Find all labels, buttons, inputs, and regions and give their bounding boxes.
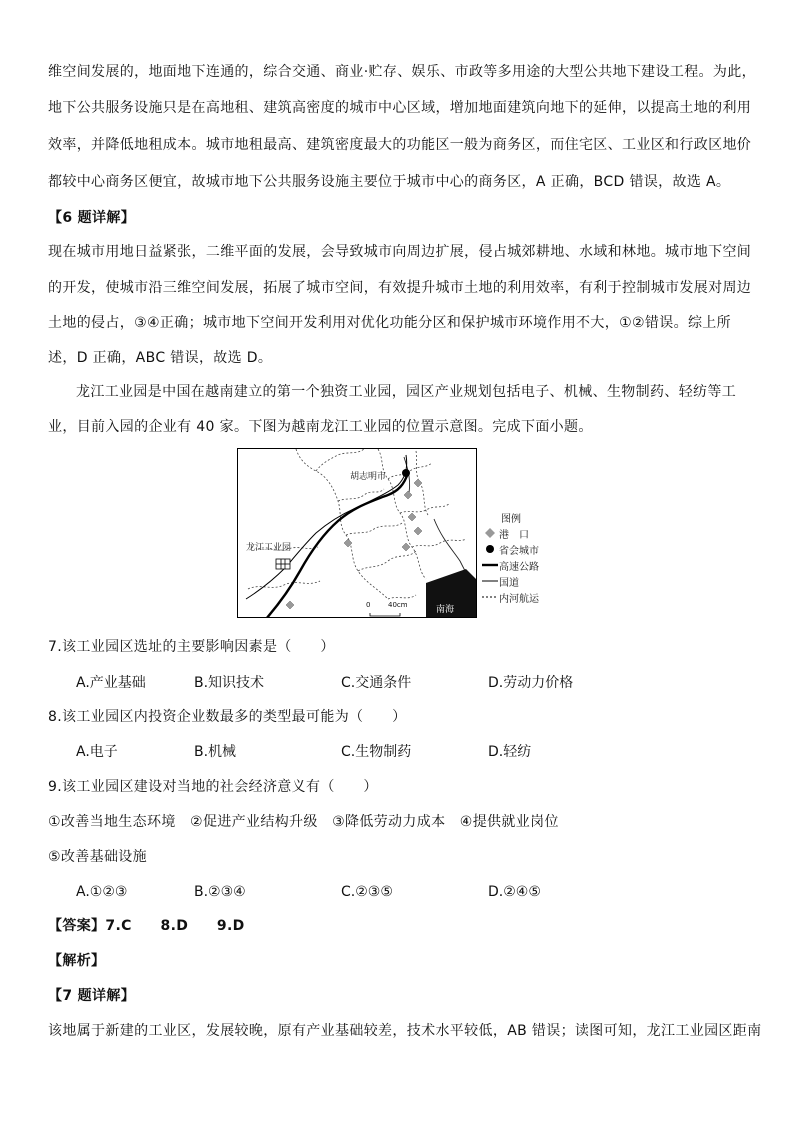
city-label: 胡志明市 [350, 472, 387, 482]
q8-stem: 8.该工业园区内投资企业数最多的类型最可能为（ ） [48, 709, 407, 725]
thick-line-icon [481, 560, 499, 576]
q7-detail-heading: 【7 题详解】 [48, 988, 136, 1004]
legend-item-port: 港 口 [481, 528, 539, 544]
legend-item-waterway: 内河航运 [481, 592, 539, 608]
paragraph-line: 现在城市用地日益紧张，二维平面的发展，会导致城市向周边扩展，侵占城郊耕地、水域和林地。城市地下空间 [48, 244, 752, 260]
q9-items-line: ①改善当地生态环境 ②促进产业结构升级 ③降低劳动力成本 ④提供就业岗位 [48, 814, 559, 830]
q9-items-line: ⑤改善基础设施 [48, 849, 148, 865]
legend-title: 图例 [501, 514, 521, 525]
q9-option-c: C.②③⑤ [341, 884, 393, 900]
q7-detail-line: 该地属于新建的工业区，发展较晚，原有产业基础较差，技术水平较低，AB 错误；读图可知，龙江工业园区距南 [48, 1023, 762, 1039]
paragraph-line: 述，D 正确，ABC 错误，故选 D。 [48, 350, 273, 366]
paragraph-line: 都较中心商务区便宜，故城市地下公共服务设施主要位于城市中心的商务区，A 正确，BCD 错误，故选 A。 [48, 174, 731, 190]
paragraph-line: 地下公共服务设施只是在高地租、建筑高密度的城市中心区域，增加地面建筑向地下的延伸，以提高土地的利用 [48, 100, 752, 116]
location-map [237, 448, 477, 618]
q6-heading: 【6 题详解】 [48, 210, 136, 226]
q8-option-b: B.机械 [194, 744, 237, 760]
q9-option-b: B.②③④ [194, 884, 246, 900]
sea-label: 南海 [436, 605, 455, 615]
legend-item-expressway: 高速公路 [481, 560, 539, 576]
paragraph-line: 土地的侵占，③④正确；城市地下空间开发利用对优化功能分区和保护城市环境作用不大，①②错误。综上所 [48, 315, 731, 331]
paragraph-line: 维空间发展的，地面地下连通的，综合交通、商业·贮存、娱乐、市政等多用途的大型公共地下建设工程。为此， [48, 64, 756, 80]
q7-option-c: C.交通条件 [341, 675, 412, 691]
q7-option-a: A.产业基础 [76, 675, 146, 691]
q7-option-b: B.知识技术 [194, 675, 265, 691]
industrial-park-marker [276, 559, 290, 569]
paragraph-line: 效率，并降低地租成本。城市地租最高、建筑密度最大的功能区一般为商务区，而住宅区、工业区和行政区地价 [48, 137, 752, 153]
dot-icon [481, 544, 499, 560]
analysis-heading: 【解析】 [48, 953, 106, 969]
q8-option-d: D.轻纺 [488, 744, 532, 760]
q9-option-a: A.①②③ [76, 884, 128, 900]
diamond-icon [481, 528, 499, 544]
legend-item-national-road: 国道 [481, 576, 539, 592]
capital-city-dot [402, 469, 410, 477]
map-legend [481, 512, 539, 608]
scale-value: 40cm [388, 601, 408, 609]
thin-line-icon [481, 576, 499, 592]
park-label: 龙江工业园 [246, 543, 292, 553]
paragraph-line: 的开发，使城市沿三维空间发展，拓展了城市空间，有效提升城市土地的利用效率，有利于控制城市发展对周边 [48, 280, 752, 296]
q8-option-a: A.电子 [76, 744, 118, 760]
q7-option-d: D.劳动力价格 [488, 675, 574, 691]
scale-bar [370, 613, 400, 616]
legend-item-capital: 省会城市 [481, 544, 539, 560]
q8-option-c: C.生物制药 [341, 744, 412, 760]
answer-line: 【答案】7.C 8.D 9.D [48, 918, 245, 934]
q9-option-d: D.②④⑤ [488, 884, 541, 900]
q9-stem: 9.该工业园区建设对当地的社会经济意义有（ ） [48, 779, 378, 795]
intro-line: 龙江工业园是中国在越南建立的第一个独资工业园，园区产业规划包括电子、机械、生物制药、轻纺等工 [76, 384, 737, 400]
q7-stem: 7.该工业园区选址的主要影响因素是（ ） [48, 639, 335, 655]
dashed-line-icon [481, 592, 499, 608]
scale-zero: 0 [366, 601, 371, 609]
intro-line: 业，目前入园的企业有 40 家。下图为越南龙江工业园的位置示意图。完成下面小题。 [48, 419, 593, 435]
